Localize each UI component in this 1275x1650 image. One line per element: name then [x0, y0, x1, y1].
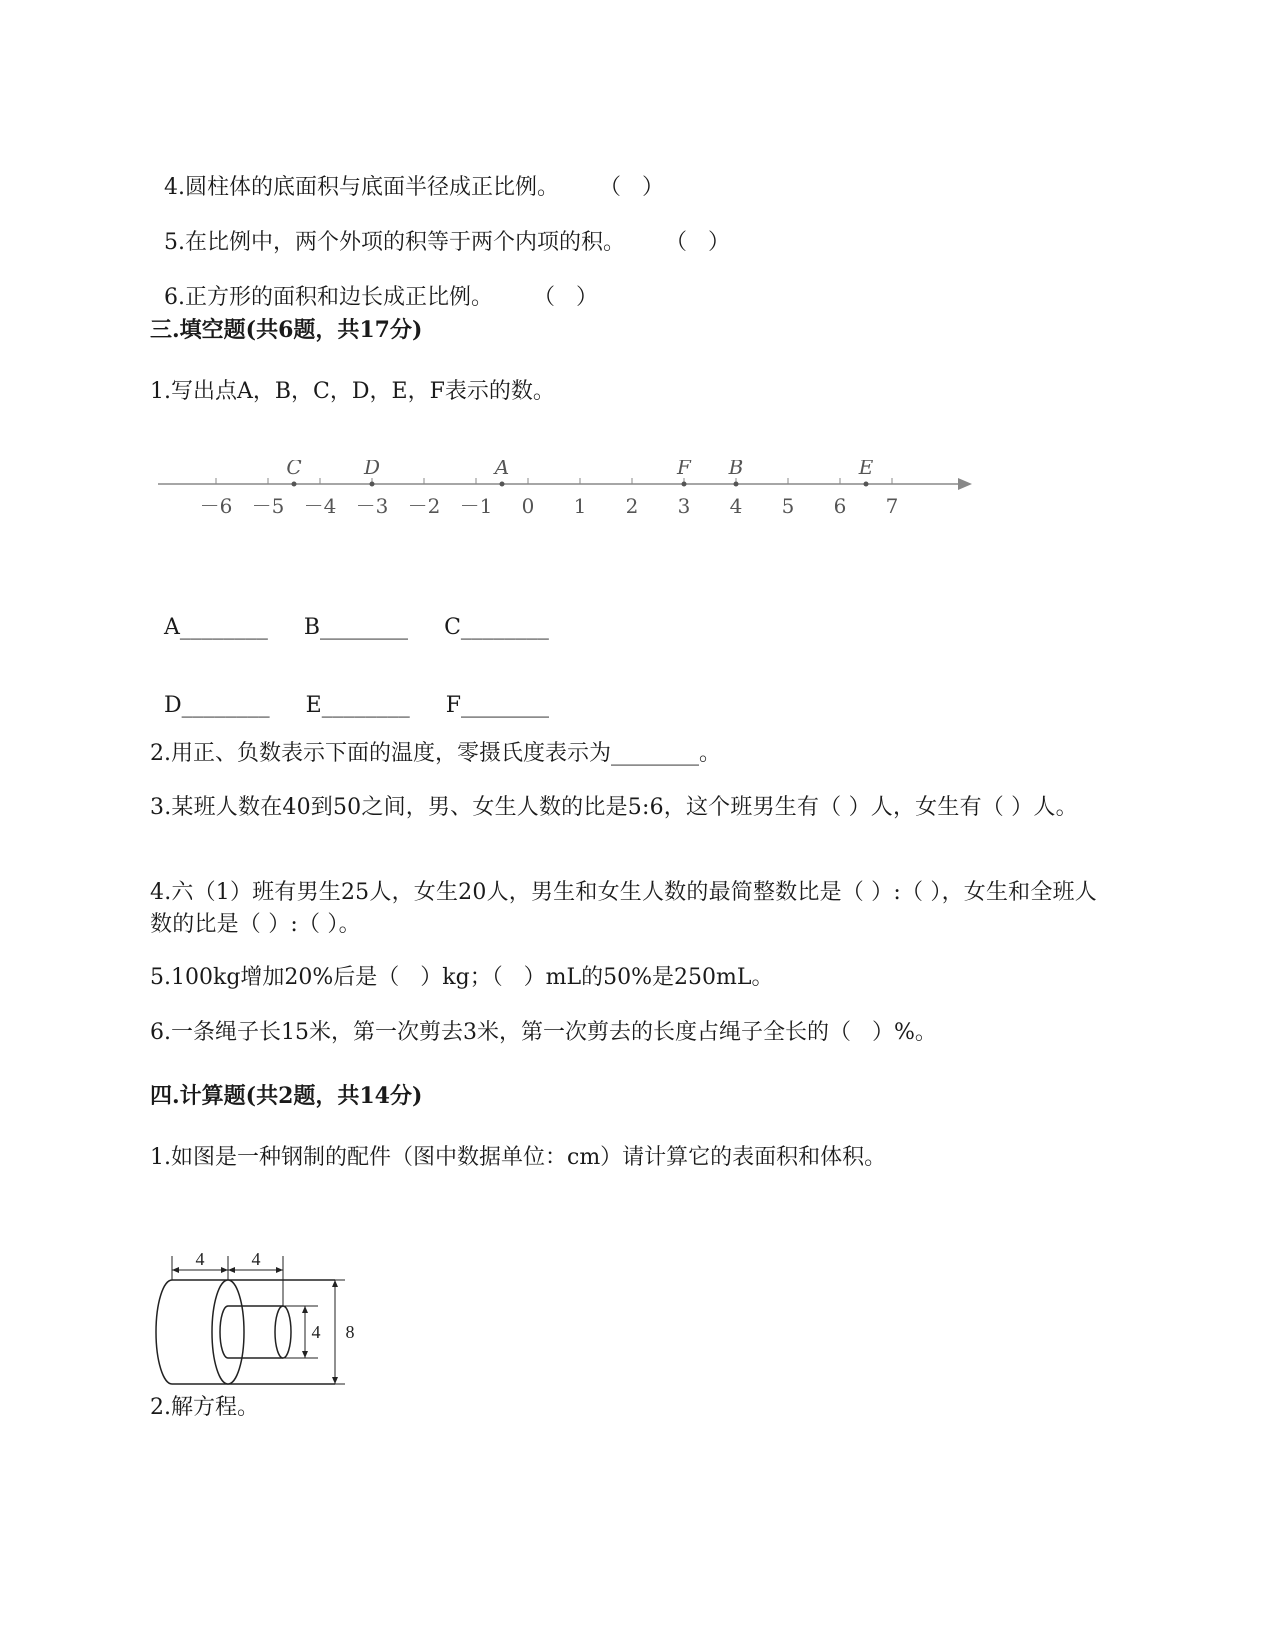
number-line-tick-label: 4 — [729, 494, 743, 518]
outer-cylinder-left-arc — [156, 1280, 172, 1384]
blank-C[interactable]: C________ — [444, 615, 549, 640]
question-text: 5.在比例中，两个外项的积等于两个内项的积。 — [164, 230, 625, 255]
question-6 — [150, 250, 598, 314]
answer-paren[interactable]: （ ） — [599, 175, 664, 200]
blank-row-1 — [150, 580, 549, 644]
blank-F[interactable]: F________ — [445, 693, 549, 718]
section4-title: 四.计算题(共2题，共14分) — [150, 1083, 423, 1109]
blank-row-2 — [150, 658, 549, 722]
number-line-tick-label: 6 — [833, 494, 847, 518]
number-line-point-label-A: A — [494, 460, 510, 479]
number-line-point-label-F: F — [677, 460, 691, 479]
number-line-tick-label: －3 — [355, 494, 389, 518]
steel-part-figure — [150, 1250, 380, 1410]
number-line-tick-label: －2 — [407, 494, 441, 518]
number-line-tick-label: 7 — [885, 494, 899, 518]
number-line-point-label-D: D — [363, 460, 381, 479]
blank-A[interactable]: A________ — [164, 615, 268, 640]
section3-q6: 6.一条绳子长15米，第一次剪去3米，第一次剪去的长度占绳子全长的（ ）%。 — [150, 1020, 937, 1045]
number-line-tick-label: 5 — [781, 494, 795, 518]
blank-E[interactable]: E________ — [305, 693, 410, 718]
question-text: 6.正方形的面积和边长成正比例。 — [164, 285, 493, 310]
section3-q4: 4.六（1）班有男生25人，女生20人，男生和女生人数的最简整数比是（ ）:（ ），女生和全班人数的比是（ ）:（ ）。 — [150, 880, 1097, 937]
number-line-point-label-C: C — [286, 460, 302, 479]
section3-q3: 3.某班人数在40到50之间，男、女生人数的比是5:6，这个班男生有（ ）人，女生有（ ）人。 — [150, 795, 1078, 820]
number-line-point-B — [734, 482, 739, 487]
number-line-arrow-icon — [958, 478, 972, 490]
dim-label-outer: 8 — [345, 1322, 355, 1342]
number-line-tick-label: 0 — [521, 494, 535, 518]
section3-q2: 2.用正、负数表示下面的温度，零摄氏度表示为________。 — [150, 741, 721, 766]
number-line-tick-label: －4 — [303, 494, 337, 518]
number-line-point-label-B: B — [728, 460, 744, 479]
dim-label-inner: 4 — [311, 1322, 321, 1342]
number-line — [150, 460, 1010, 540]
number-line-tick-label: －5 — [251, 494, 285, 518]
blank-B[interactable]: B________ — [303, 615, 409, 640]
number-line-tick-label: －1 — [459, 494, 493, 518]
answer-paren[interactable]: （ ） — [665, 230, 730, 255]
section3-q1: 1.写出点A，B，C，D，E，F表示的数。 — [150, 379, 555, 404]
number-line-tick-label: 1 — [573, 494, 587, 518]
answer-paren[interactable]: （ ） — [533, 285, 598, 310]
number-line-point-D — [370, 482, 375, 487]
inner-cylinder-face — [275, 1306, 291, 1358]
section3-title: 三.填空题(共6题，共17分) — [150, 317, 423, 343]
section4-q2: 2.解方程。 — [150, 1395, 259, 1420]
section4-q1: 1.如图是一种钢制的配件（图中数据单位：cm）请计算它的表面积和体积。 — [150, 1145, 887, 1170]
section3-q5: 5.100kg增加20%后是（ ）kg；（ ）mL的50%是250mL。 — [150, 965, 774, 990]
blank-D[interactable]: D________ — [164, 693, 270, 718]
number-line-point-C — [292, 482, 297, 487]
number-line-point-A — [500, 482, 505, 487]
number-line-tick-label: －6 — [199, 494, 233, 518]
number-line-point-F — [682, 482, 687, 487]
outer-cylinder-face — [212, 1280, 244, 1384]
number-line-point-E — [864, 482, 869, 487]
dim-label-len2: 4 — [251, 1250, 261, 1269]
question-text: 4.圆柱体的底面积与底面半径成正比例。 — [164, 175, 559, 200]
number-line-tick-label: 3 — [677, 494, 691, 518]
number-line-point-label-E: E — [858, 460, 874, 479]
dim-label-len1: 4 — [195, 1250, 205, 1269]
number-line-tick-label: 2 — [625, 494, 639, 518]
